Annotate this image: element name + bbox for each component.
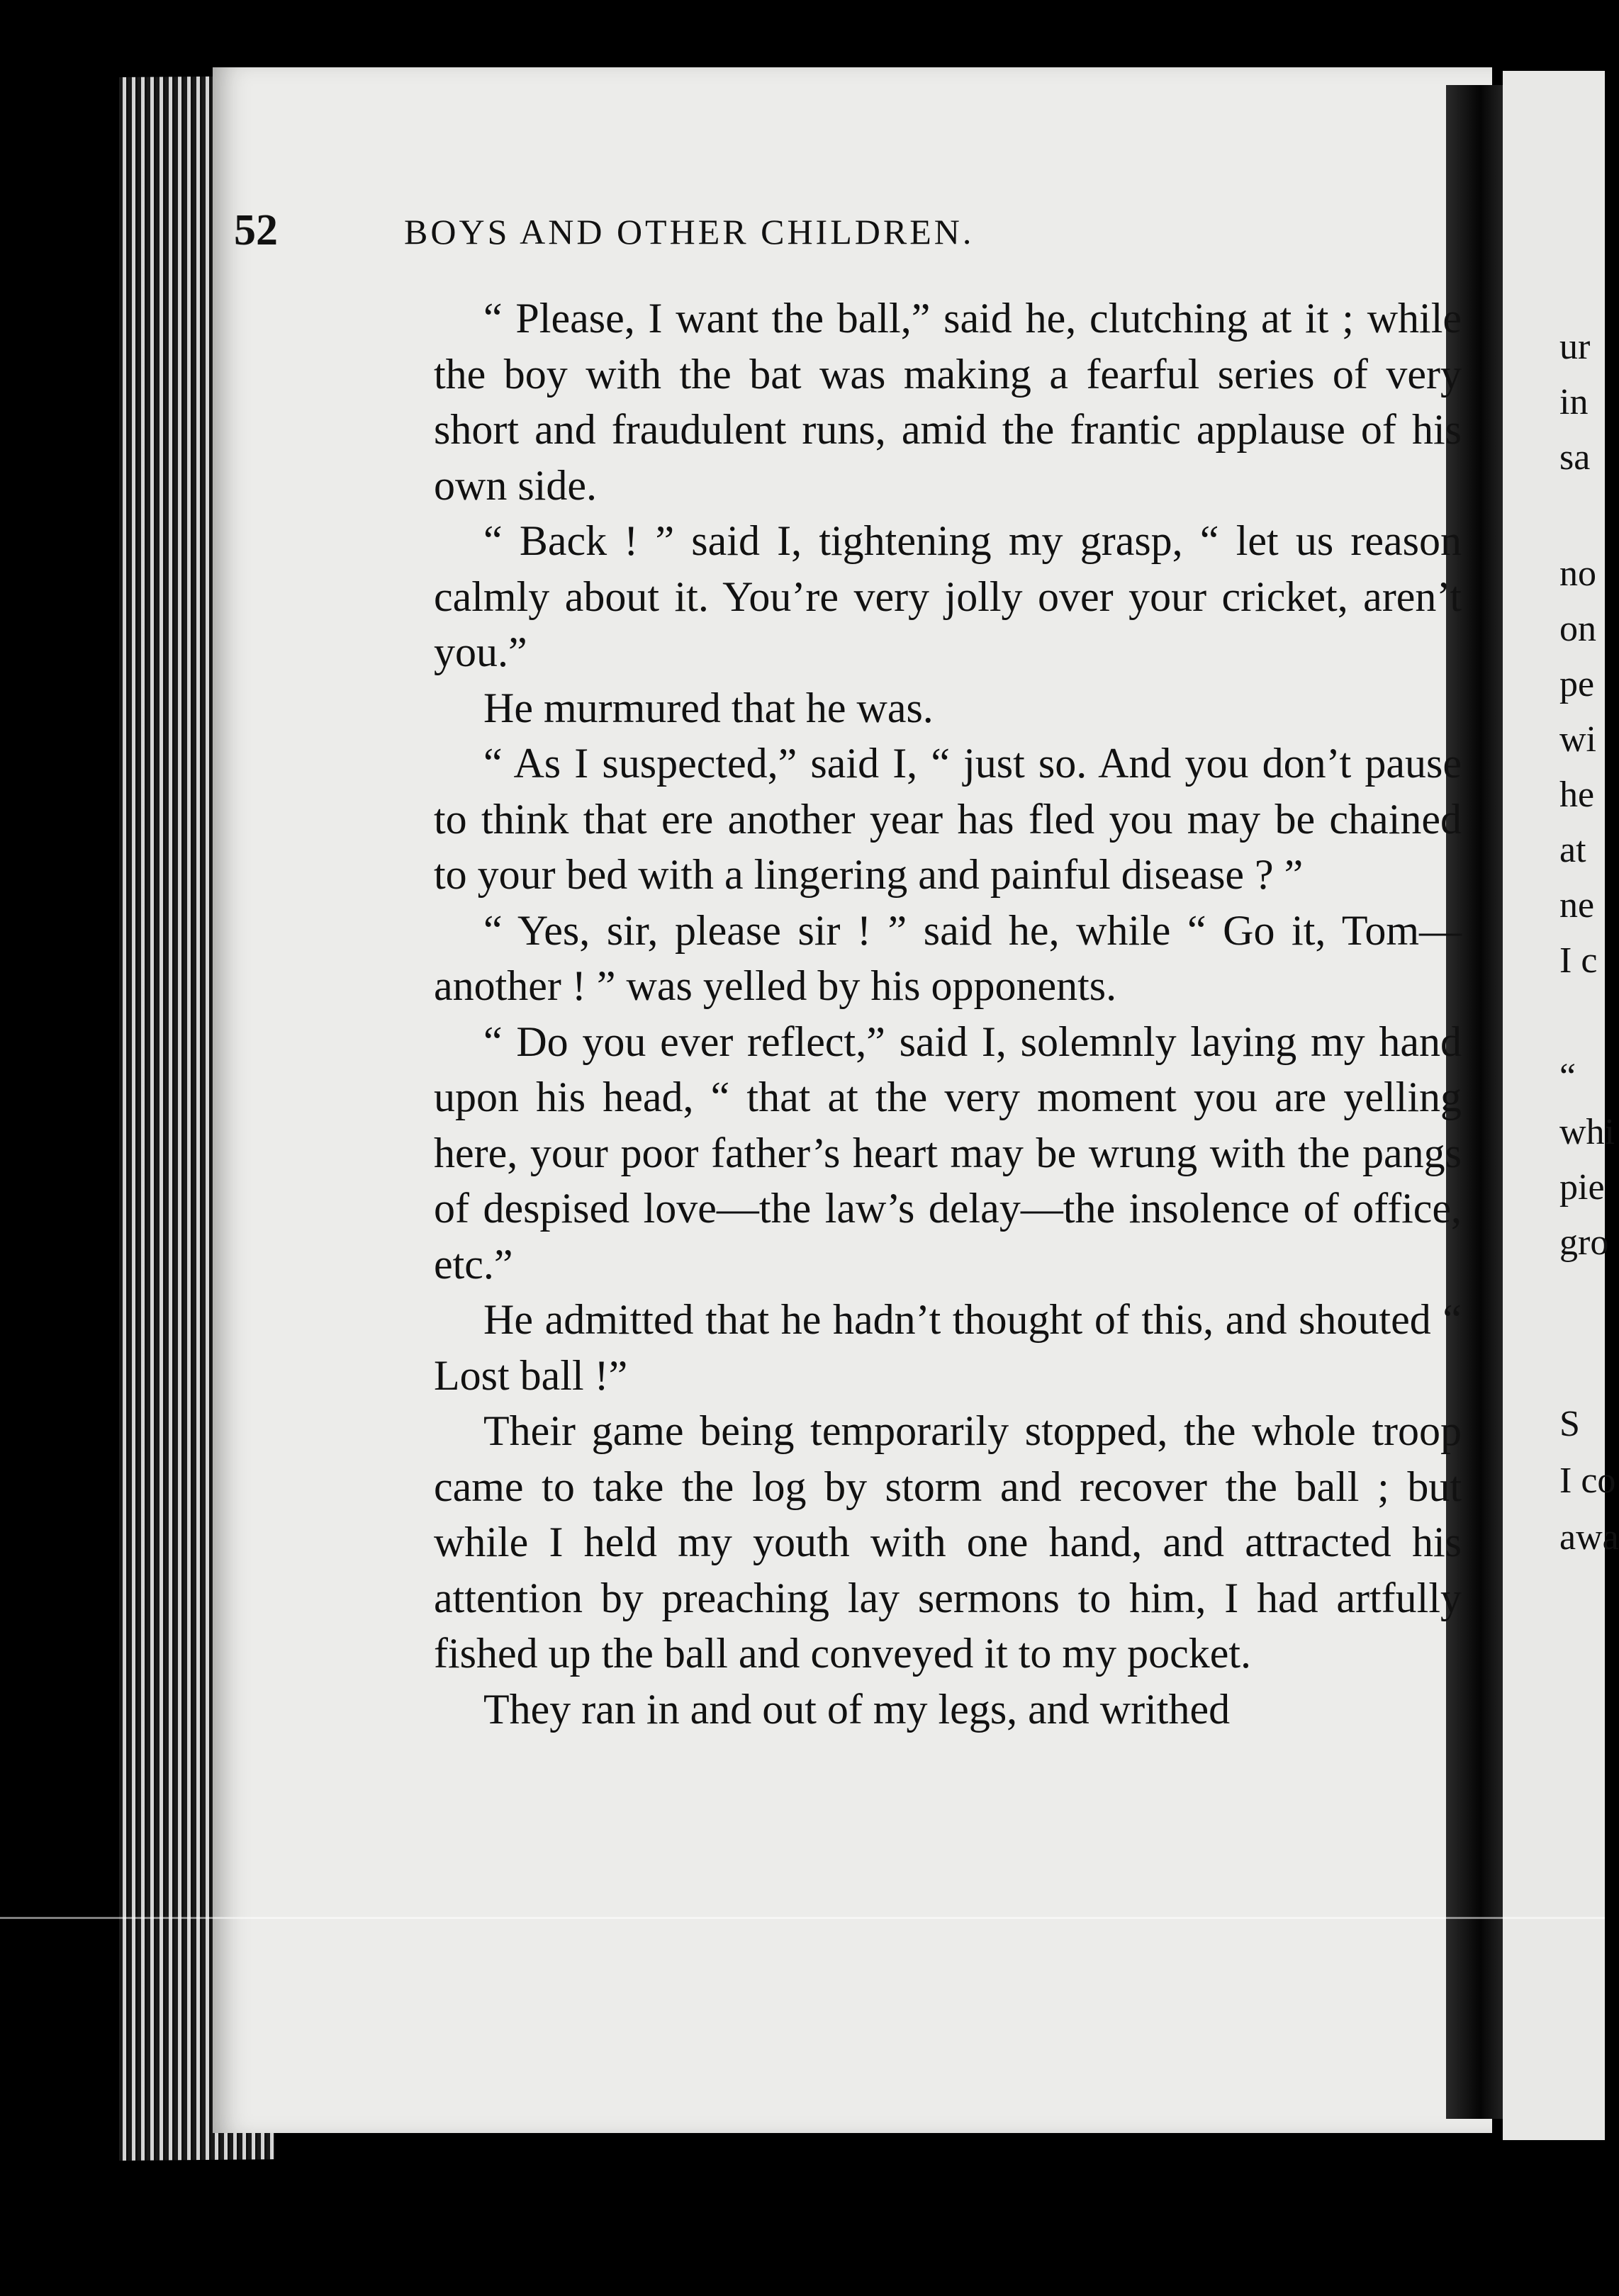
facing-fragment: S	[1559, 1404, 1580, 1444]
facing-fragment: ne	[1559, 885, 1595, 925]
facing-page	[1503, 71, 1619, 2140]
facing-fragment: pe	[1559, 664, 1595, 704]
facing-fragment: pie	[1559, 1167, 1605, 1208]
facing-fragment: on	[1559, 609, 1596, 649]
facing-fragment: “	[1559, 1057, 1576, 1097]
facing-fragment: he	[1559, 775, 1595, 815]
paragraph: “ Back ! ” said I, tightening my grasp, “ let us reason calmly about it. You’re very jolly over your cricket, aren’t you.”	[434, 517, 1462, 675]
paragraph: He murmured that he was.	[483, 684, 934, 731]
running-title: BOYS AND OTHER CHILDREN.	[404, 212, 975, 252]
facing-fragment: ur	[1559, 327, 1591, 367]
paragraph: Their game being temporarily stopped, the whole troop came to take the log by storm and recover the ball ; but while I held my youth with one hand, and attracted his attention by preaching lay sermons to him, I had artfully fished up the ball and conveyed it to my pocket.	[434, 1407, 1462, 1677]
facing-fragment: wi	[1559, 719, 1596, 760]
facing-fragment: gro	[1559, 1222, 1609, 1263]
facing-fragment: no	[1559, 553, 1596, 594]
paragraph: “ As I suspected,” said I, “ just so. And you don’t pause to think that ere another year has fled you may be chained to your bed with a lingering and painful disease ? ”	[434, 740, 1462, 898]
facing-fragment: whi	[1559, 1112, 1615, 1152]
page-number: 52	[234, 206, 278, 254]
facing-fragment: I c	[1559, 940, 1598, 981]
facing-fragment: at	[1559, 830, 1586, 870]
facing-fragment: I co	[1559, 1461, 1616, 1501]
facing-fragment: sa	[1559, 437, 1591, 478]
paragraph: “ Yes, sir, please sir ! ” said he, while “ Go it, Tom—another ! ” was yelled by his opponents.	[434, 906, 1462, 1009]
scan-artifact-line	[0, 1917, 1605, 1919]
facing-fragment: awa	[1559, 1517, 1619, 1558]
paragraph: “ Do you ever reflect,” said I, solemnly laying my hand upon his head, “ that at the very moment you are yelling here, your poor father’s heart may be wrung with the pangs of despised love—the law’s delay—the insolence of office, etc.”	[434, 1018, 1462, 1288]
facing-fragment: in	[1559, 382, 1589, 422]
body-text	[434, 291, 1462, 1737]
paragraph: “ Please, I want the ball,” said he, clutching at it ; while the boy with the bat was making a fearful series of very short and fraudulent runs, amid the frantic applause of his own side.	[434, 295, 1462, 509]
paragraph: He admitted that he hadn’t thought of this, and shouted “ Lost ball !”	[434, 1296, 1462, 1399]
paragraph: They ran in and out of my legs, and writhed	[483, 1685, 1231, 1733]
